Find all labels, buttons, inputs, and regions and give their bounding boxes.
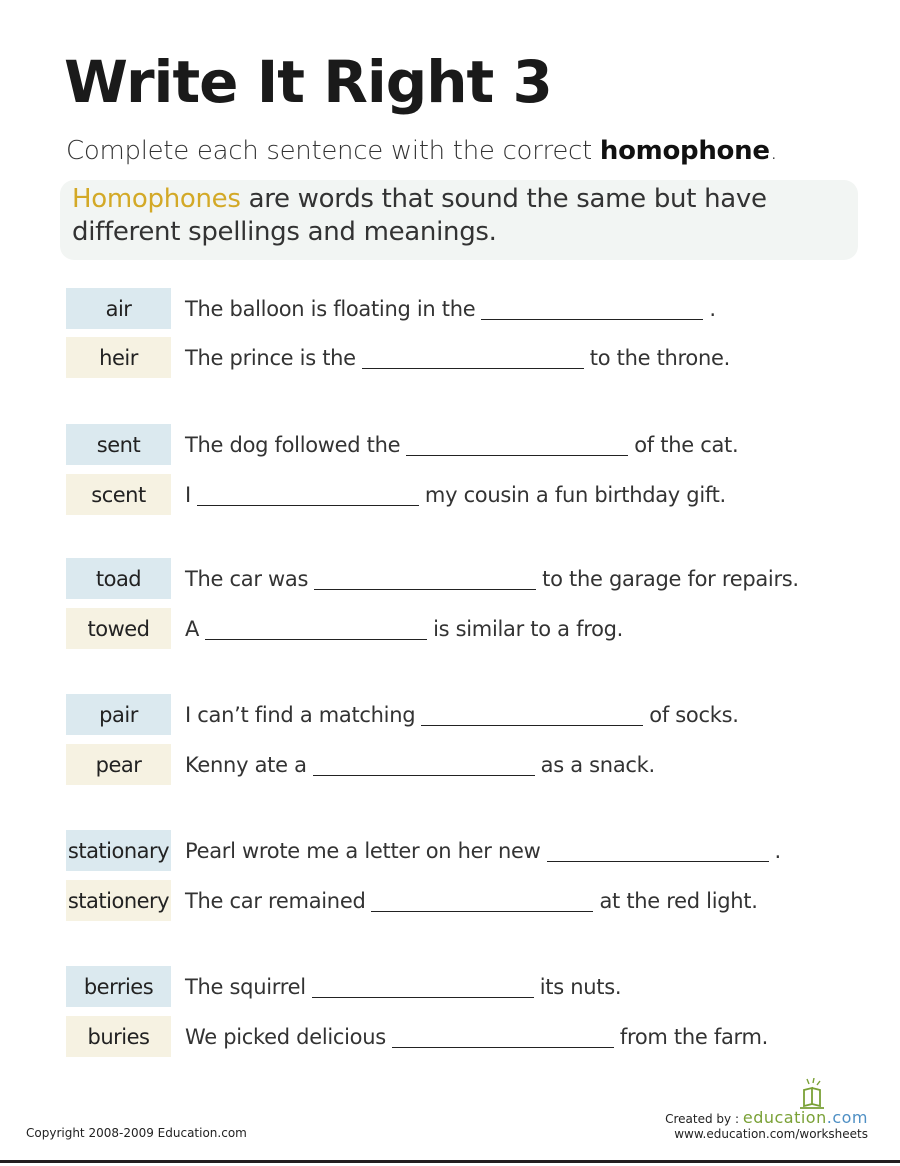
instructions bbox=[66, 136, 778, 166]
word-box: pair bbox=[66, 694, 171, 735]
sentence-start: The car remained bbox=[185, 888, 366, 913]
sentence bbox=[185, 830, 781, 871]
sentence-end: my cousin a fun birthday gift. bbox=[424, 482, 726, 507]
answer-blank[interactable] bbox=[392, 1025, 614, 1048]
brand-suffix: .com bbox=[826, 1108, 868, 1127]
word-box: buries bbox=[66, 1016, 171, 1057]
sentence bbox=[185, 558, 799, 599]
sentence-start: The squirrel bbox=[185, 974, 306, 999]
sentence-end: to the throne. bbox=[589, 345, 730, 370]
sentence bbox=[185, 337, 730, 378]
brand-name bbox=[743, 1108, 868, 1127]
answer-blank[interactable] bbox=[205, 617, 427, 640]
created-by-label: Created by : bbox=[665, 1112, 740, 1126]
sentence-start: I bbox=[185, 482, 191, 507]
sentence-end: is similar to a frog. bbox=[433, 616, 624, 641]
word-box: berries bbox=[66, 966, 171, 1007]
answer-blank[interactable] bbox=[312, 975, 534, 998]
definition-text bbox=[72, 183, 852, 249]
sentence-end: as a snack. bbox=[540, 752, 655, 777]
answer-blank[interactable] bbox=[313, 753, 535, 776]
sentence-start: The car was bbox=[185, 566, 309, 591]
word-box: pear bbox=[66, 744, 171, 785]
word-box: heir bbox=[66, 337, 171, 378]
word-box: stationary bbox=[66, 830, 171, 871]
word-box: air bbox=[66, 288, 171, 329]
instructions-period: . bbox=[769, 136, 778, 166]
sentence bbox=[185, 424, 738, 465]
copyright: Copyright 2008-2009 Education.com bbox=[26, 1126, 247, 1140]
answer-blank[interactable] bbox=[421, 703, 643, 726]
sentence-end: from the farm. bbox=[619, 1024, 769, 1049]
brand-main: education bbox=[742, 1108, 827, 1127]
answer-blank[interactable] bbox=[314, 567, 536, 590]
sentence bbox=[185, 608, 623, 649]
page-border bbox=[0, 1160, 900, 1163]
credit-block bbox=[665, 1108, 868, 1141]
word-box: sent bbox=[66, 424, 171, 465]
sentence-end: to the garage for repairs. bbox=[542, 566, 799, 591]
sentence bbox=[185, 288, 716, 329]
sentence-start: I can’t find a matching bbox=[185, 702, 416, 727]
answer-blank[interactable] bbox=[547, 839, 769, 862]
sentence bbox=[185, 966, 621, 1007]
sentence-start: The dog followed the bbox=[185, 432, 401, 457]
sentence-start: We picked delicious bbox=[185, 1024, 386, 1049]
sentence bbox=[185, 694, 739, 735]
sentence-end: . bbox=[774, 838, 781, 863]
sentence bbox=[185, 1016, 768, 1057]
sentence-start: The prince is the bbox=[185, 345, 356, 370]
worksheets-url[interactable]: www.education.com/worksheets bbox=[674, 1127, 868, 1141]
sentence bbox=[185, 880, 758, 921]
definition-term: Homophones bbox=[72, 184, 241, 214]
word-box: toad bbox=[66, 558, 171, 599]
education-logo-icon bbox=[794, 1078, 830, 1110]
sentence-end: of the cat. bbox=[634, 432, 739, 457]
worksheet-title: Write It Right 3 bbox=[64, 48, 552, 116]
sentence bbox=[185, 744, 655, 785]
sentence-start: A bbox=[185, 616, 200, 641]
sentence-end: . bbox=[709, 296, 716, 321]
sentence-end: of socks. bbox=[649, 702, 739, 727]
word-box: stationery bbox=[66, 880, 171, 921]
sentence bbox=[185, 474, 726, 515]
credit-line bbox=[665, 1108, 868, 1127]
answer-blank[interactable] bbox=[362, 346, 584, 369]
definition-body: are words that sound the same but have different spellings and meanings. bbox=[72, 184, 767, 247]
answer-blank[interactable] bbox=[371, 889, 593, 912]
answer-blank[interactable] bbox=[406, 433, 628, 456]
word-box: towed bbox=[66, 608, 171, 649]
instructions-keyword: homophone bbox=[599, 136, 770, 166]
sentence-end: at the red light. bbox=[599, 888, 758, 913]
answer-blank[interactable] bbox=[481, 297, 703, 320]
sentence-end: its nuts. bbox=[539, 974, 622, 999]
sentence-start: The balloon is floating in the bbox=[185, 296, 476, 321]
answer-blank[interactable] bbox=[197, 483, 419, 506]
sentence-start: Kenny ate a bbox=[185, 752, 307, 777]
sentence-start: Pearl wrote me a letter on her new bbox=[185, 838, 541, 863]
word-box: scent bbox=[66, 474, 171, 515]
instructions-text: Complete each sentence with the correct bbox=[66, 136, 600, 166]
